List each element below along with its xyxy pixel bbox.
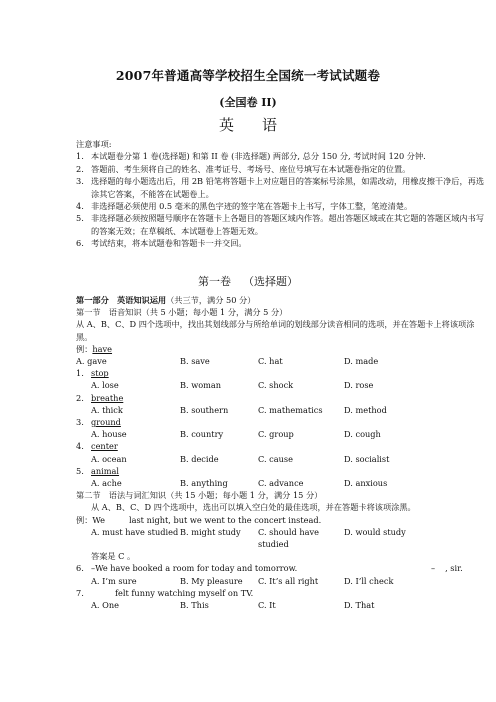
note-item: 5. 非选择题必须按照题号顺序在答题卡上各题目的答题区域内作答。超出答题区域或在其它题的答题区域内书写的答案无效；在草稿纸、本试题卷上答题无效。 — [76, 213, 485, 236]
part1-body — [76, 294, 488, 611]
question-7: 7. felt funny watching myself on TV. — [76, 587, 254, 598]
question-6: 6. –We have booked a room for today and tomorrow. – , sir. — [76, 563, 463, 574]
section2-instruction: 从 A、B、C、D 四个选项中，选出可以填入空白处的最佳选项，并在答题卡将该项涂黑。 — [91, 502, 416, 513]
note-item: 4. 非选择题必须使用 0.5 毫米的黑色字迹的签字笔在答题卡上书写，字体工整，笔迹清楚。 — [76, 201, 413, 212]
subject-title: 英语 — [218, 116, 305, 134]
question-word: 5. animal — [76, 465, 120, 476]
question-options: A. ache B. anything C. advance D. anxious — [91, 478, 388, 489]
section1-instruction: 从 A、B、C、D 四个选项中，找出其划线部分与所给单词的划线部分读音相同的选项，并在答题卡上将该项涂黑。 — [76, 319, 475, 342]
blank — [435, 562, 445, 574]
part1-heading: 第一部分 英语知识运用（共三节，满分 50 分） — [76, 295, 256, 305]
example2-options: A. must have studied B. might study C. should have studied D. would study — [91, 526, 406, 550]
page-subtitle: (全国卷 II) — [219, 96, 277, 109]
question-word: 4. center — [76, 441, 118, 452]
notes-heading: 注意事项: — [76, 139, 112, 149]
question-options: A. thick B. southern C. mathematics D. method — [91, 404, 387, 415]
example2-answer: 答案是 C 。 — [91, 551, 136, 562]
question-7-options: A. One B. This C. It D. That — [91, 600, 375, 611]
example-word-line: 例：have — [76, 343, 113, 354]
question-options: A. lose B. woman C. shock D. rose — [91, 380, 374, 391]
question-word: 1. stop — [76, 368, 109, 379]
example-options: A. gave B. save C. hat D. made — [76, 356, 379, 367]
question-word: 3. ground — [76, 417, 121, 428]
question-options: A. house B. country C. group D. cough — [91, 429, 381, 440]
question-6-options: A. I’m sure B. My pleasure C. It’s all right D. I’ll check — [91, 575, 394, 586]
question-options: A. ocean B. decide C. cause D. socialist — [91, 453, 390, 464]
question-word: 2. breathe — [76, 392, 124, 403]
section2-heading: 第二节 语法与词汇知识（共 15 小题；每小题 1 分，满分 15 分） — [76, 490, 323, 501]
blank — [91, 587, 115, 599]
note-item: 2. 答题前、考生须将自己的姓名、准考证号、考场号、座位号填写在本试题卷指定的位置。 — [76, 163, 411, 174]
notes-section — [76, 138, 486, 250]
note-item: 1. 本试题卷分第 1 卷(选择题) 和第 II 卷 (非选择题) 两部分, 总分 150 分, 考试时间 120 分钟. — [76, 151, 426, 162]
example2-line: 例：We last night, but we went to the concert instead. — [76, 514, 322, 525]
section1-heading: 第一节 语音知识（共 5 小题；每小题 1 分，满分 5 分） — [76, 307, 288, 318]
volume-title: 第一卷 （选择题） — [198, 275, 298, 288]
note-item: 3. 选择题的每小题选出后，用 2B 铅笔将答题卡上对应题目的答案标号涂黑，如需改动，用橡皮擦干净后，再选涂其它答案，不能答在试题卷上。 — [76, 176, 485, 199]
note-item: 6. 考试结束，将本试题卷和答题卡一并交回。 — [76, 238, 247, 249]
page-title: 2007年普通高等学校招生全国统一考试试题卷 — [115, 68, 381, 83]
